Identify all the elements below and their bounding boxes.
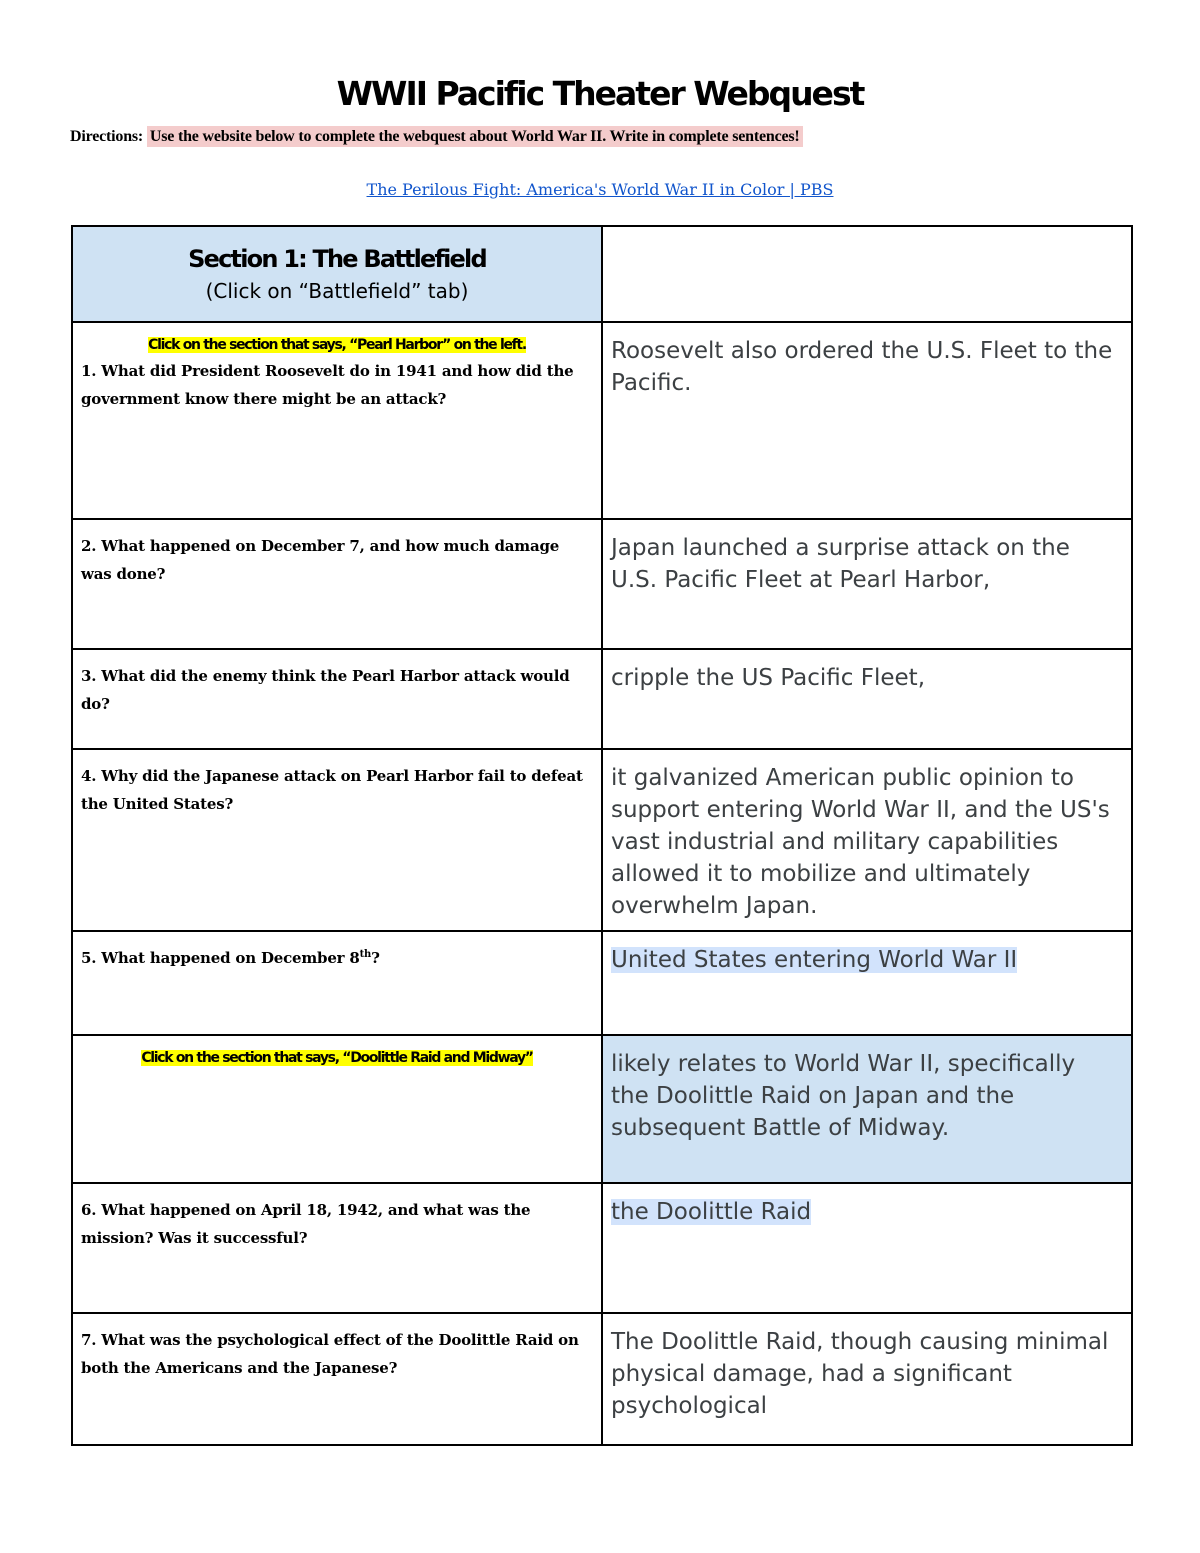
answer-6[interactable]: the Doolittle Raid (611, 1199, 812, 1225)
answer-7[interactable]: The Doolittle Raid, though causing minimal physical damage, had a significant psychological (611, 1329, 1109, 1419)
table-row (72, 649, 1132, 749)
question-cell (72, 649, 602, 749)
answer-2[interactable]: Japan launched a surprise attack on the U.S. Pacific Fleet at Pearl Harbor, (611, 535, 1070, 593)
question-cell (72, 1035, 602, 1183)
section-subtitle: (Click on “Battlefield” tab) (205, 279, 469, 303)
answer-cell[interactable] (602, 749, 1132, 931)
answer-cell[interactable] (602, 649, 1132, 749)
question-cell (72, 749, 602, 931)
answer-cell[interactable] (602, 1183, 1132, 1313)
question-2: 2. What happened on December 7, and how much damage was done? (81, 537, 560, 583)
answer-cell-highlighted[interactable] (602, 1035, 1132, 1183)
answer-1[interactable]: Roosevelt also ordered the U.S. Fleet to the Pacific. (611, 338, 1113, 396)
answer-3[interactable]: cripple the US Pacific Fleet, (611, 665, 926, 691)
table-row (72, 749, 1132, 931)
question-1: 1. What did President Roosevelt do in 1941 and how did the government know there might be an attack? (81, 362, 574, 408)
question-cell (72, 931, 602, 1035)
answer-cell[interactable] (602, 1313, 1132, 1445)
table-row (72, 226, 1132, 322)
question-cell (72, 1183, 602, 1313)
answer-cell[interactable] (602, 322, 1132, 519)
answer-cell[interactable] (602, 519, 1132, 649)
answer-4[interactable]: it galvanized American public opinion to support entering World War II, and the US's vast industrial and military capabilities allowed it to mobilize and ultimately overwhelm Japan. (611, 765, 1110, 919)
table-row (72, 1183, 1132, 1313)
question-cell (72, 519, 602, 649)
answer-doolittle[interactable]: likely relates to World War II, specifically the Doolittle Raid on Japan and the subsequent Battle of Midway. (611, 1051, 1076, 1141)
table-row (72, 931, 1132, 1035)
table-row (72, 1035, 1132, 1183)
answer-cell[interactable] (602, 931, 1132, 1035)
question-3: 3. What did the enemy think the Pearl Harbor attack would do? (81, 667, 570, 713)
section-header-cell (72, 226, 602, 322)
section-header-answer-cell[interactable] (602, 226, 1132, 322)
table-row (72, 322, 1132, 519)
instruction-doolittle: Click on the section that says, “Doolittle Raid and Midway” (141, 1050, 533, 1066)
webquest-table (71, 225, 1133, 1446)
directions (70, 128, 803, 146)
table-row (72, 1313, 1132, 1445)
instruction-pearl-harbor: Click on the section that says, “Pearl Harbor” on the left. (148, 337, 526, 353)
page-title: WWII Pacific Theater Webquest (336, 74, 864, 113)
question-6: 6. What happened on April 18, 1942, and what was the mission? Was it successful? (81, 1201, 531, 1247)
question-4: 4. Why did the Japanese attack on Pearl Harbor fail to defeat the United States? (81, 767, 583, 813)
directions-label: Directions: (70, 128, 144, 145)
question-7: 7. What was the psychological effect of the Doolittle Raid on both the Americans and the Japanese? (81, 1331, 579, 1377)
table-row (72, 519, 1132, 649)
question-cell (72, 322, 602, 519)
question-5: 5. What happened on December 8th? (81, 949, 380, 967)
answer-5[interactable]: United States entering World War II (611, 947, 1018, 973)
section-title: Section 1: The Battlefield (188, 245, 486, 273)
pbs-website-link[interactable]: The Perilous Fight: America's World War II in Color | PBS (366, 180, 834, 199)
directions-text: Use the website below to complete the webquest about World War II. Write in complete sentences! (147, 126, 803, 147)
question-cell (72, 1313, 602, 1445)
